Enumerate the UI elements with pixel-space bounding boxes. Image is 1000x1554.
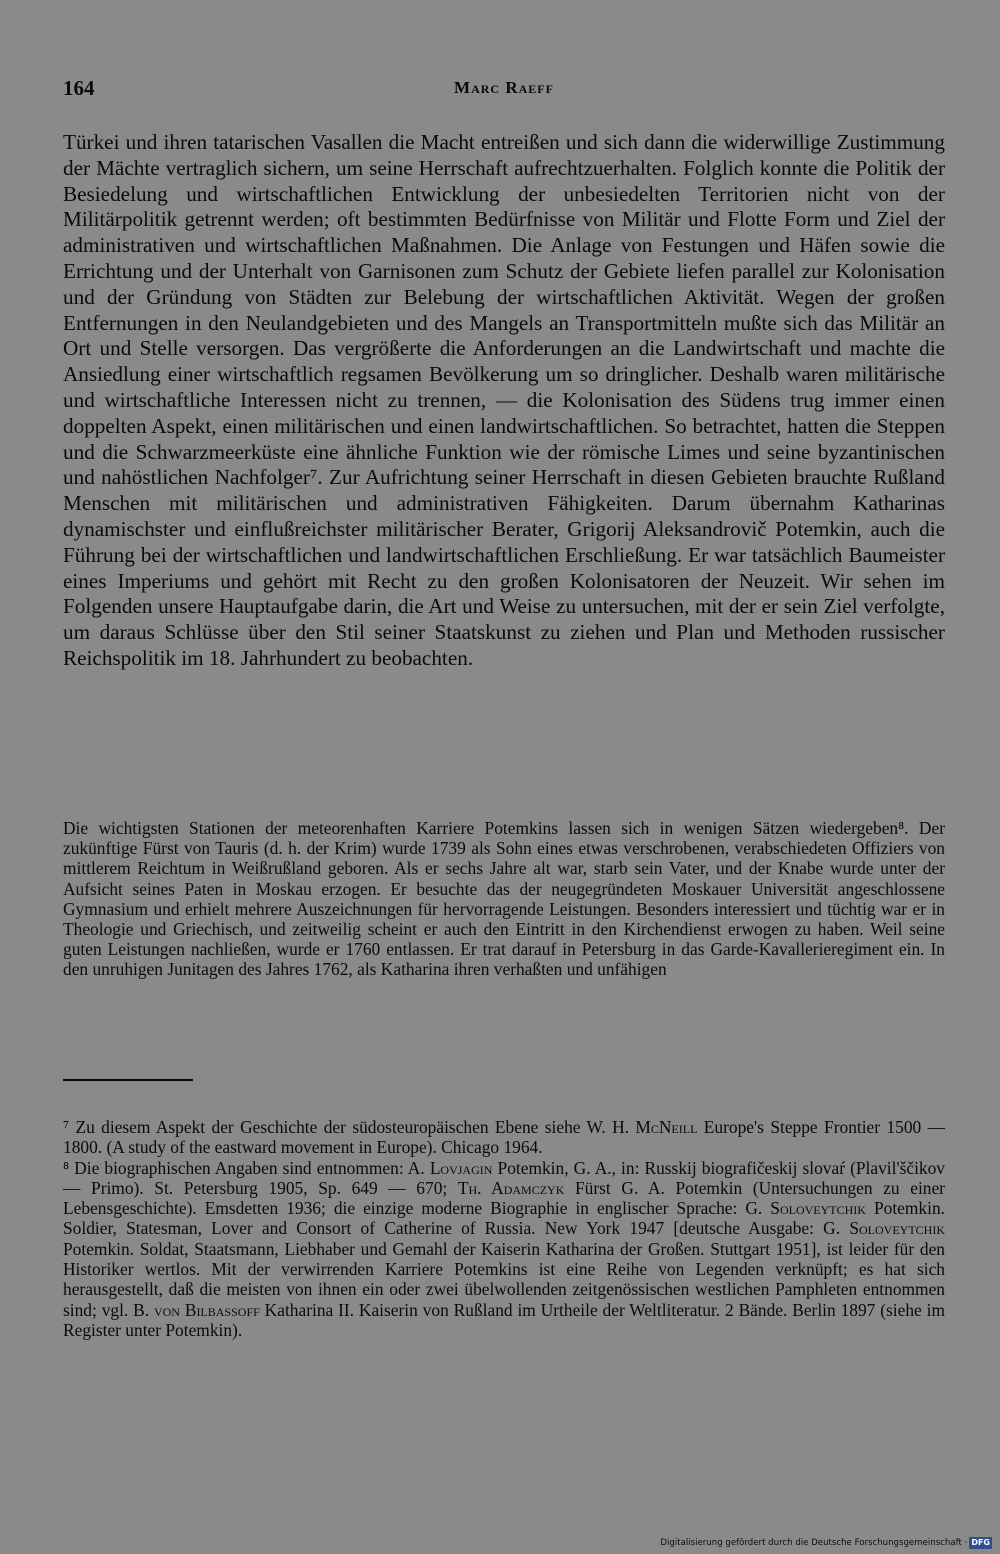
footnote-text: Europe's Steppe Frontier 1500 — 1800. (A study of the eastward movement in Europe). Chicago 1964. bbox=[63, 1117, 946, 1158]
footnote-text: Zu diesem Aspekt der Geschichte der südosteuropäischen Ebene siehe W. H. bbox=[69, 1117, 636, 1137]
main-body-text bbox=[63, 130, 945, 672]
author-name: Soloveytchik bbox=[849, 1218, 945, 1239]
secondary-paragraph: Die wichtigsten Stationen der meteorenhaften Karriere Potemkins lassen sich in wenigen Sätzen wiedergeben⁸. Der zukünftige Fürst von Tauris (d. h. der Krim) wurde 1739 als Sohn eines etwas verschrobenen, verabschiedeten Offiziers von mittlerem Reichtum in Weißrußland geboren. Als er sechs Jahre alt war, starb sein Vater, und der Knabe wurde unter der Aufsicht seines Paten in Moskau erzogen. Er besuchte das der neugegründeten Moskauer Universität angeschlossene Gymnasium und erhielt mehrere Auszeichnungen für hervorragende Leistungen. Besonders interessiert und tüchtig war er in Theologie und Griechisch, und zeitweilig scheint er auch den Eintritt in den Kirchendienst erwogen zu haben. Weil seine guten Leistungen nachließen, wurde er 1760 entlassen. Er trat darauf in Petersburg in das Garde-Kavallerieregiment ein. In den unruhigen Junitagen des Jahres 1762, als Katharina ihren verhaßten und unfähigen bbox=[63, 818, 945, 980]
footnotes-block bbox=[63, 1117, 945, 1340]
footnote-8 bbox=[63, 1158, 945, 1341]
footnote-marker: ⁷ bbox=[63, 1117, 70, 1137]
credit-text: Digitalisierung gefördert durch die Deutsche Forschungsgemeinschaft · bbox=[660, 1538, 968, 1548]
footnote-text: Fürst G. A. Potemkin (Untersuchungen zu einer Lebensgeschichte). Emsdetten 1936; die einzige moderne Biographie in englischer Sprache: G. bbox=[63, 1177, 945, 1219]
footnote-text: Potemkin. Soldat, Staatsmann, Liebhaber und Gemahl der Kaiserin Katharina der Großen. Stuttgart 1951], ist leider für den Historiker wertlos. Mit der verwirrenden Karriere Potemkins ist eine Reihe von Legenden verknüpft; es hat sich herausgestellt, daß die meisten von ihnen ein oder zwei übelwollenden zeitgenössischen westlichen Pamphleten entnommen sind; vgl. B. bbox=[63, 1238, 945, 1320]
dfg-logo-icon: DFG bbox=[971, 1538, 990, 1547]
author-name: Soloveytchik bbox=[770, 1198, 866, 1219]
running-head-author: Marc Raeff bbox=[454, 78, 554, 97]
author-name: McNeill bbox=[635, 1117, 698, 1137]
digitization-credit bbox=[660, 1536, 992, 1550]
footnote-text: Katharina II. Kaiserin von Rußland im Urtheile der Weltliteratur. 2 Bände. Berlin 1897 (siehe im Register unter Potemkin). bbox=[63, 1299, 945, 1340]
author-name: Lovjagin bbox=[429, 1157, 493, 1178]
page-header bbox=[63, 76, 945, 106]
author-name: Th. Adamczyk bbox=[457, 1177, 565, 1198]
main-paragraph: Türkei und ihren tatarischen Vasallen die Macht entreißen und sich dann die widerwillige Zustimmung der Mächte vertraglich sichern, um seine Herrschaft aufrechtzuerhalten. Folglich konnte die Politik der Besiedelung und wirtschaftlichen Entwicklung der unbesiedelten Territorien nicht von der Militärpolitik getrennt werden; oft bestimmten Bedürfnisse von Militär und Flotte Form und Ziel der administrativen und wirtschaftlichen Maßnahmen. Die Anlage von Festungen und Häfen sowie die Errichtung und der Unterhalt von Garnisonen zum Schutz der Gebiete liefen parallel zur Kolonisation und der Gründung von Städten zur Belebung der wirtschaftlichen Aktivität. Wegen der großen Entfernungen in den Neulandgebieten und des Mangels an Transportmitteln mußte sich das Militär an Ort und Stelle versorgen. Das vergrößerte die Anforderungen an die Landwirtschaft und machte die Ansiedlung einer wirtschaftlich regsamen Bevölkerung um so dringlicher. Deshalb waren militärische und wirtschaftliche Interessen nicht zu trennen, — die Kolonisation des Südens trug immer einen doppelten Aspekt, einen militärischen und einen landwirtschaftlichen. So betrachtet, hatten die Steppen und die Schwarzmeerküste eine ähnliche Funktion wie der römische Limes und seine byzantinischen und nahöstlichen Nachfolger⁷. Zur Aufrichtung seiner Herrschaft in diesen Gebieten brauchte Rußland Menschen mit militärischen und administrativen Fähigkeiten. Darum übernahm Katharinas dynamischster und einflußreichster militärischer Berater, Grigorij Aleksandrovič Potemkin, auch die Führung bei der wirtschaftlichen und landwirtschaftlichen Erschließung. Er war tatsächlich Baumeister eines Imperiums und gehört mit Recht zu den großen Kolonisatoren der Neuzeit. Wir sehen im Folgenden unsere Hauptaufgabe darin, die Art und Weise zu untersuchen, mit der er sein Ziel verfolgte, um daraus Schlüsse über den Stil seiner Staatskunst zu ziehen und Plan und Methoden russischer Reichspolitik im 18. Jahrhundert zu beobachten. bbox=[63, 130, 945, 670]
author-name: von Bilbassoff bbox=[153, 1299, 260, 1320]
footnote-marker: ⁸ bbox=[63, 1157, 70, 1178]
footnote-divider bbox=[63, 1079, 193, 1081]
page-number: 164 bbox=[63, 76, 95, 100]
footnote-text: Die biographischen Angaben sind entnommen: A. bbox=[69, 1157, 430, 1178]
secondary-body-text bbox=[63, 818, 945, 980]
footnote-text: Potemkin. Soldier, Statesman, Lover and Consort of Catherine of Russia. New York 1947 [deutsche Ausgabe: G. bbox=[63, 1198, 945, 1239]
footnote-text: Potemkin, G. A., in: Russkij biografičeskij slovaŕ (Plavil'ščikov — Primo). St. Petersburg 1905, Sp. 649 — 670; bbox=[63, 1157, 945, 1198]
footnote-7 bbox=[63, 1117, 945, 1158]
